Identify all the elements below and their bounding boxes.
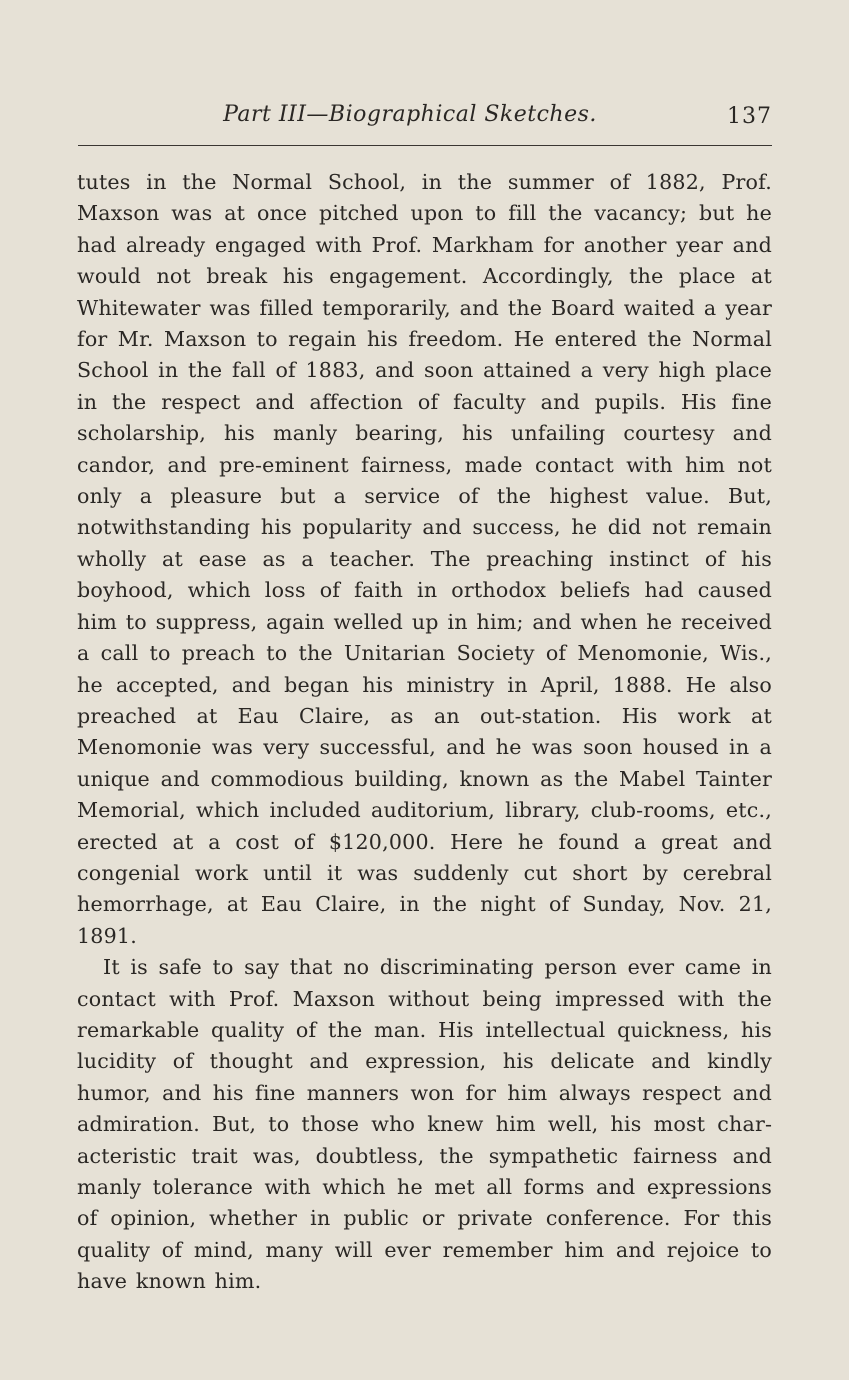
running-title: Part III—Biographical Sketches. — [223, 102, 597, 127]
page-number: 137 — [727, 104, 772, 129]
paragraph: It is safe to say that no discriminating person ever came in contact with Prof. Maxson without being impressed with the remarkable quality of the man. His intellectual quickness, his lucidity of thought and expression, his delicate and kindly humor, and his fine manners won for him always respect and admiration. But, to those who knew him well, his most characteristic trait was, doubtless, the sympathetic fairness and manly tolerance with which he met all forms and expressions of opinion, whether in public or private conference. For this quality of mind, many will ever remember him and rejoice to have known him. — [77, 955, 772, 1294]
paragraph-continuation: tutes in the Normal School, in the summer of 1882, Prof. Maxson was at once pitched upon to fill the vacancy; but he had already engaged with Prof. Markham for another year and would not break his engagement. Accordingly, the place at Whitewater was filled temporarily, and the Board waited a year for Mr. Maxson to regain his freedom. He entered the Normal School in the fall of 1883, and soon attained a very high place in the respect and affection of faculty and pupils. His fine scholarship, his manly bearing, his unfailing courtesy and candor, and pre-eminent fairness, made contact with him not only a pleasure but a service of the highest value. But, notwithstanding his popularity and success, he did not remain wholly at ease as a teacher. The preaching instinct of his boyhood, which loss of faith in orthodox beliefs had caused him to suppress, again welled up in him; and when he received a call to preach to the Unitarian Society of Menomonie, Wis., he accepted, and began his ministry in April, 1888. He also preached at Eau Claire, as an out-station. His work at Menomonie was very successful, and he was soon housed in a unique and commodious building, known as the Mabel Tainter Memorial, which included auditorium, library, club-rooms, etc., erected at a cost of $120,000. Here he found a great and congenial work until it was suddenly cut short by cerebral hemorrhage, at Eau Claire, in the night of Sunday, Nov. 21, 1891. — [77, 170, 772, 948]
running-head — [78, 100, 772, 136]
header-rule — [78, 145, 772, 146]
body-text — [77, 167, 772, 1298]
